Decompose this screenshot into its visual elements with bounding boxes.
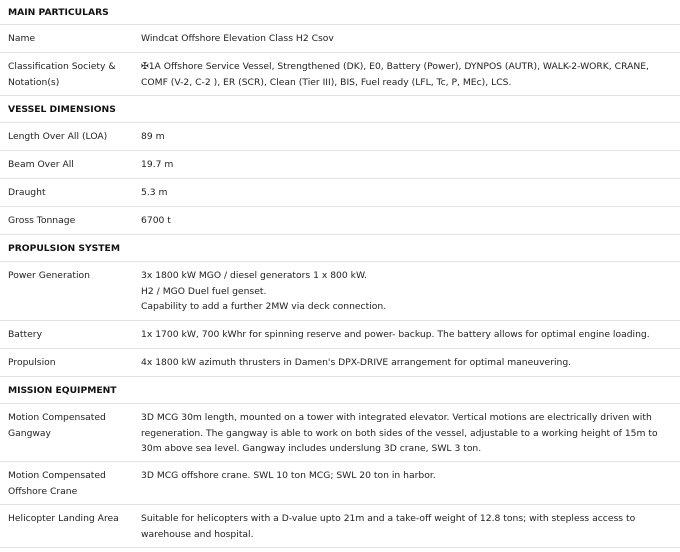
spec-value-line: 4x 1800 kW azimuth thrusters in Damen's DPX-DRIVE arrangement for optimal maneuvering. xyxy=(141,357,572,368)
section-heading-main-particulars xyxy=(0,0,680,25)
spec-row-beam xyxy=(0,151,680,179)
spec-value-line: 5.3 m xyxy=(141,187,168,198)
spec-label: Motion Compensated Gangway xyxy=(8,412,106,439)
spec-value xyxy=(141,468,671,484)
section-title: PROPULSION SYSTEM xyxy=(8,242,120,254)
spec-label: Propulsion xyxy=(8,357,56,368)
spec-label: Power Generation xyxy=(8,270,90,281)
section-heading-mission-equipment xyxy=(0,377,680,404)
spec-value xyxy=(141,327,671,343)
section-title: VESSEL DIMENSIONS xyxy=(8,103,116,115)
spec-value xyxy=(141,185,671,201)
spec-value-line: 1x 1700 kW, 700 kWhr for spinning reserve and power- backup. The battery allows for optimal engine loading. xyxy=(141,329,650,340)
spec-row-gross-tonnage xyxy=(0,207,680,235)
spec-row-name xyxy=(0,25,680,53)
spec-row-draught xyxy=(0,179,680,207)
spec-value-line: 19.7 m xyxy=(141,159,174,170)
spec-label: Battery xyxy=(8,329,43,340)
spec-row-loa xyxy=(0,123,680,151)
spec-value xyxy=(141,511,671,542)
spec-value-line: Windcat Offshore Elevation Class H2 Csov xyxy=(141,33,334,44)
spec-label: Beam Over All xyxy=(8,159,74,170)
spec-row-offshore-crane xyxy=(0,462,680,505)
spec-value xyxy=(141,157,671,173)
spec-label: Length Over All (LOA) xyxy=(8,131,108,142)
spec-row-battery xyxy=(0,321,680,349)
spec-value-line: 89 m xyxy=(141,131,165,142)
section-title: MAIN PARTICULARS xyxy=(8,6,109,18)
section-title: MISSION EQUIPMENT xyxy=(8,384,117,396)
spec-value-line: 3x 1800 kW MGO / diesel generators 1 x 800 kW. xyxy=(141,270,367,281)
spec-value xyxy=(141,213,671,229)
spec-label: Name xyxy=(8,33,36,44)
spec-label: Gross Tonnage xyxy=(8,215,76,226)
spec-value-line: Capability to add a further 2MW via deck connection. xyxy=(141,301,387,312)
spec-value-line: 6700 t xyxy=(141,215,171,226)
spec-label: Draught xyxy=(8,187,46,198)
spec-value-line: ✠1A Offshore Service Vessel, Strengthened (DK), E0, Battery (Power), DYNPOS (AUTR), WALK-2-WORK, CRANE, COMF (V-2, C-2 ), ER (SCR), Clean (Tier III), BIS, Fuel ready (LFL, Tc, P, MEc), LCS. xyxy=(141,61,649,88)
spec-value xyxy=(141,410,671,457)
spec-value xyxy=(141,129,671,145)
spec-label: Motion Compensated Offshore Crane xyxy=(8,470,106,497)
spec-row-power-generation xyxy=(0,262,680,321)
spec-label: Classification Society & Notation(s) xyxy=(8,61,116,88)
spec-row-propulsion xyxy=(0,349,680,377)
section-heading-vessel-dimensions xyxy=(0,96,680,123)
section-heading-propulsion-system xyxy=(0,235,680,262)
spec-value-line: Suitable for helicopters with a D-value upto 21m and a take-off weight of 12.8 tons; with stepless access to warehouse and hospital. xyxy=(141,513,636,540)
spec-value-line: 3D MCG offshore crane. SWL 10 ton MCG; SWL 20 ton in harbor. xyxy=(141,470,436,481)
spec-row-helicopter-landing xyxy=(0,505,680,548)
spec-value xyxy=(141,355,671,371)
spec-value-line: H2 / MGO Duel fuel genset. xyxy=(141,285,267,297)
spec-value-line: 3D MCG 30m length, mounted on a tower with integrated elevator. Vertical motions are electrically driven with regeneration. The gangway is able to work on both sides of the vessel, adjustable to a working height of 15m to 30m above sea level. Gangway includes underslung 3D crane, SWL 3 ton. xyxy=(141,412,658,454)
spec-row-classification xyxy=(0,53,680,96)
spec-row-gangway xyxy=(0,404,680,462)
spec-value xyxy=(141,268,671,315)
spec-value xyxy=(141,59,671,90)
spec-label: Helicopter Landing Area xyxy=(8,513,119,524)
spec-value xyxy=(141,31,671,47)
